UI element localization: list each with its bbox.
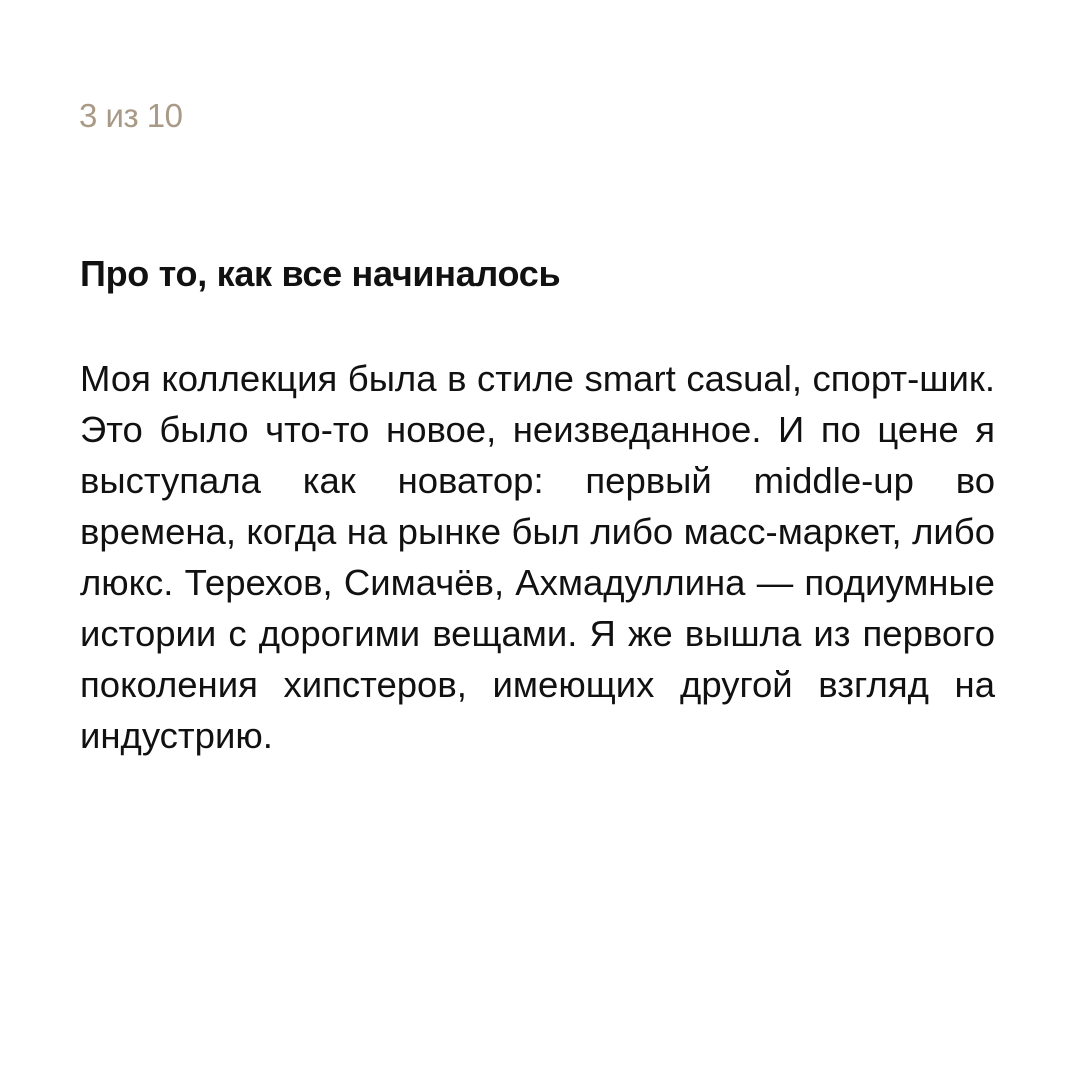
body-paragraph: Моя коллекция была в стиле smart casual, спорт-шик. Это было что-то новое, неизведанное. И по цене я выступала как новатор: первый middle-up во времена, когда на рынке был либо масс-маркет, либо люкс. Терехов, Симачёв, Ахмадуллина — подиумные истории с дорогими вещами. Я же вышла из первого поколения хипстеров, имеющих другой взгляд на индустрию. (80, 358, 995, 756)
page-counter: 3 из 10 (79, 97, 183, 134)
section-title: Про то, как все начиналось (80, 253, 561, 294)
